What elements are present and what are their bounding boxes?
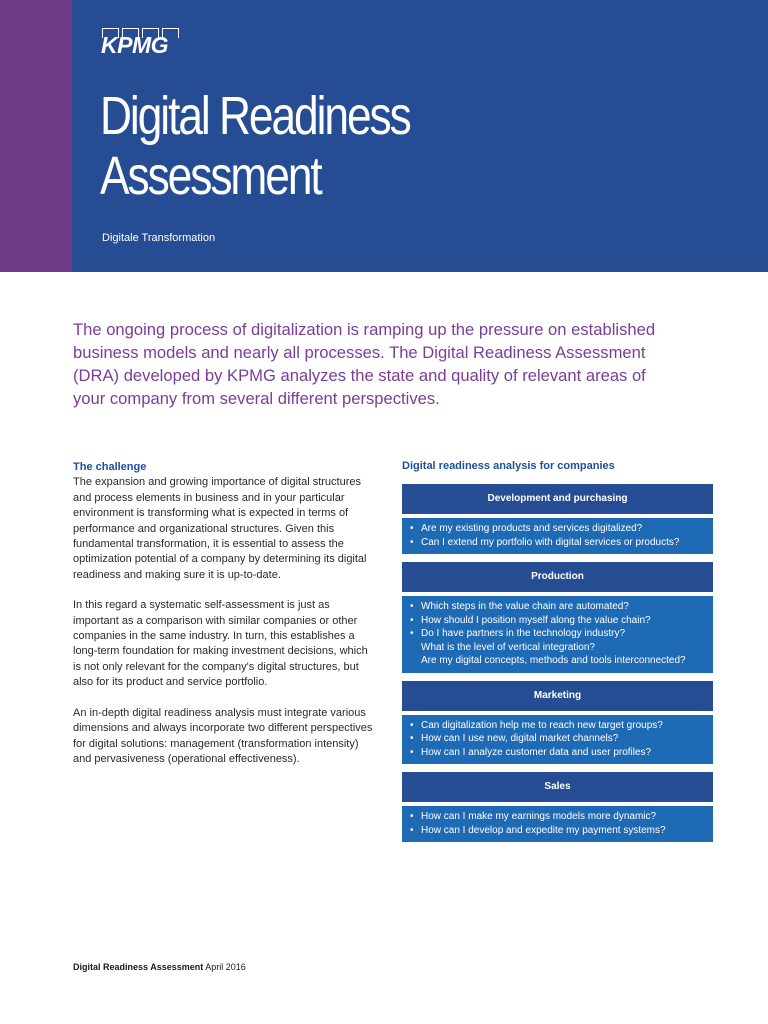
list-item: • How can I use new, digital market channels? xyxy=(410,733,619,744)
block-body xyxy=(402,715,713,765)
bullet-icon: • xyxy=(410,746,414,758)
header-accent-stripe xyxy=(0,0,72,272)
list-item-continuation: Are my digital concepts, methods and tools interconnected? xyxy=(421,655,686,666)
list-item: • Can digitalization help me to reach new target groups? xyxy=(410,719,663,731)
bullet-icon: • xyxy=(410,601,414,612)
block-heading: Sales xyxy=(402,772,713,802)
block-body xyxy=(402,806,713,842)
header-banner xyxy=(0,0,768,272)
footer-doc-name: Digital Readiness Assessment xyxy=(73,962,204,972)
analysis-block-sales xyxy=(402,772,713,842)
block-body xyxy=(402,518,713,554)
challenge-paragraph-3: An in-depth digital readiness analysis must integrate various dimensions and always incorporate two different perspectives for digital solutions: management (transformation intensity) and pervasiveness (operational effectiveness). xyxy=(73,706,373,765)
bullet-icon: • xyxy=(410,628,414,639)
challenge-paragraph-1: The expansion and growing importance of digital structures and process elements in business and in your particular environment is transforming what is expected in terms of performance and organizational structures. Given this fundamental transformation, it is essential to assess the optimization potential of a company by determining its digital readiness and making sure it is up-to-date. xyxy=(73,476,367,581)
analysis-block-marketing xyxy=(402,681,713,765)
list-item-continuation: What is the level of vertical integration? xyxy=(421,641,595,653)
bullet-icon: • xyxy=(410,733,414,744)
page-title-line2: Assessment xyxy=(100,146,321,206)
bullet-icon: • xyxy=(410,614,414,626)
bullet-icon: • xyxy=(410,523,414,534)
list-item: • Are my existing products and services digitalized? xyxy=(410,523,643,534)
analysis-block-development xyxy=(402,484,713,554)
page-subtitle: Digitale Transformation xyxy=(102,232,216,244)
footer-date: April 2016 xyxy=(205,962,246,972)
bullet-icon: • xyxy=(410,811,414,822)
bullet-icon: • xyxy=(410,719,414,731)
kpmg-logo: KPMG xyxy=(101,32,168,58)
analysis-block-production xyxy=(402,562,713,673)
block-heading: Marketing xyxy=(402,681,713,711)
lead-paragraph: The ongoing process of digitalization is ramping up the pressure on established business models and nearly all processes. The Digital Readiness Assessment (DRA) developed by KPMG analyzes the state and quality of relevant areas of your company from several different perspectives. xyxy=(73,320,656,408)
block-heading: Development and purchasing xyxy=(402,484,713,514)
list-item: • How can I make my earnings models more dynamic? xyxy=(410,811,657,822)
list-item: • Can I extend my portfolio with digital services or products? xyxy=(410,536,680,548)
challenge-section xyxy=(73,460,373,782)
page-title xyxy=(100,86,410,206)
list-item: • Do I have partners in the technology industry? xyxy=(410,628,626,639)
challenge-paragraph-2: In this regard a systematic self-assessment is just as important as a comparison with similar companies or other companies in the same industry. In turn, this establishes a long-term foundation for making investment decisions, which is not only relevant for the company's digital structures, but also for its product and service portfolio. xyxy=(73,599,368,689)
list-item: • How should I position myself along the value chain? xyxy=(410,614,651,626)
challenge-title: The challenge xyxy=(73,461,147,473)
page-title-line1: Digital Readiness xyxy=(100,86,410,146)
bullet-icon: • xyxy=(410,824,414,836)
block-body xyxy=(402,596,713,673)
analysis-title: Digital readiness analysis for companies xyxy=(402,460,615,472)
list-item: • Which steps in the value chain are automated? xyxy=(410,601,629,612)
analysis-section xyxy=(402,460,713,850)
list-item: • How can I develop and expedite my payment systems? xyxy=(410,824,666,836)
page-footer xyxy=(73,962,246,972)
list-item: • How can I analyze customer data and user profiles? xyxy=(410,746,652,758)
bullet-icon: • xyxy=(410,536,414,548)
block-heading: Production xyxy=(402,562,713,592)
